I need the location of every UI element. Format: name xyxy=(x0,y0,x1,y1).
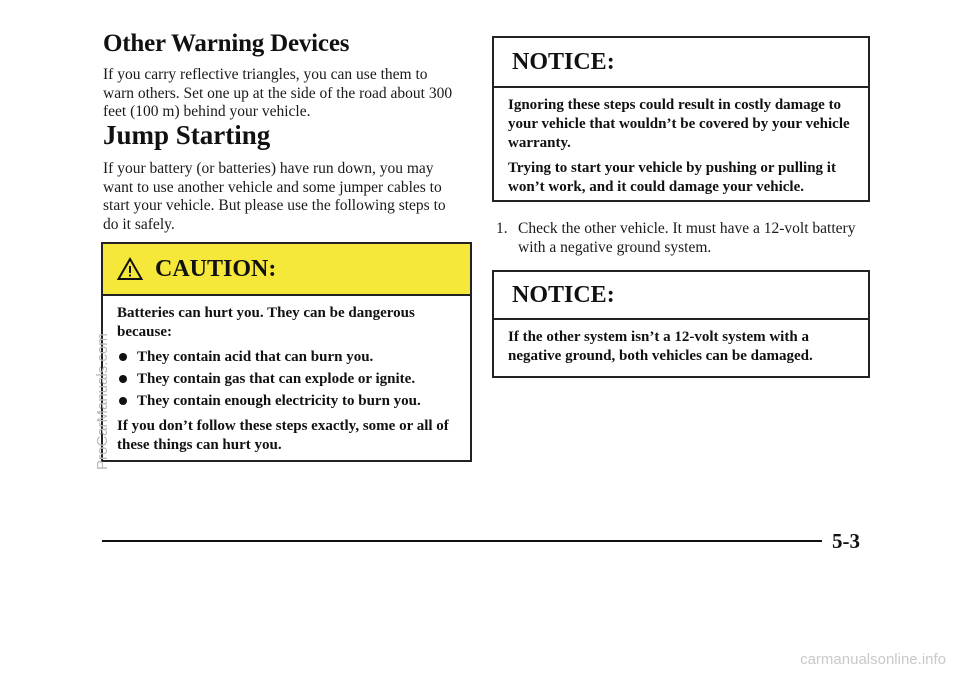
footer-rule xyxy=(102,540,822,542)
notice-paragraph: If the other system isn’t a 12-volt system with a negative ground, both vehicles can be damaged. xyxy=(508,329,813,364)
caution-title: CAUTION: xyxy=(155,255,277,282)
notice-header: NOTICE: xyxy=(494,272,868,320)
caution-bullet: They contain enough electricity to burn you. xyxy=(117,392,456,411)
watermark-text: ProCarManuals.com xyxy=(94,333,111,470)
notice-body xyxy=(494,320,868,366)
caution-intro: Batteries can hurt you. They can be dangerous because: xyxy=(117,305,415,340)
notice-paragraph: Ignoring these steps could result in costly damage to your vehicle that wouldn’t be covered by your vehicle warranty. xyxy=(508,97,850,151)
bullet-dot-icon xyxy=(119,397,127,405)
footer-watermark: carmanualsonline.info xyxy=(800,651,946,668)
caution-closing: If you don’t follow these steps exactly, some or all of these things can hurt you. xyxy=(117,418,449,453)
bullet-dot-icon xyxy=(119,375,127,383)
caution-list xyxy=(117,348,456,411)
caution-box xyxy=(101,242,472,462)
notice-box-costly-damage xyxy=(492,36,870,202)
notice-paragraph: Trying to start your vehicle by pushing or pulling it won’t work, and it could damage your vehicle. xyxy=(508,160,836,195)
paragraph-jump-starting: If your battery (or batteries) have run down, you may want to use another vehicle and some jumper cables to start your vehicle. But please use the following steps to do it safely. xyxy=(103,160,446,233)
step-number: 1. xyxy=(496,220,508,237)
step-text: Check the other vehicle. It must have a 12-volt battery with a negative ground system. xyxy=(518,220,856,256)
bullet-dot-icon xyxy=(119,353,127,361)
caution-body xyxy=(103,296,470,455)
warning-triangle-icon xyxy=(117,257,143,281)
step-1 xyxy=(496,219,856,257)
paragraph-other-warning-devices: If you carry reflective triangles, you can use them to warn others. Set one up at the side of the road about 300 feet (100 m) behind your vehicle. xyxy=(103,66,453,120)
heading-other-warning-devices: Other Warning Devices xyxy=(103,30,350,57)
heading-jump-starting: Jump Starting xyxy=(103,120,271,150)
notice-box-12-volt xyxy=(492,270,870,378)
notice-header: NOTICE: xyxy=(494,38,868,88)
page-number: 5-3 xyxy=(832,529,860,553)
notice-body xyxy=(494,88,868,197)
caution-header xyxy=(103,244,470,296)
side-watermark xyxy=(84,160,111,470)
caution-bullet: They contain acid that can burn you. xyxy=(117,348,456,367)
caution-bullet: They contain gas that can explode or ignite. xyxy=(117,370,456,389)
